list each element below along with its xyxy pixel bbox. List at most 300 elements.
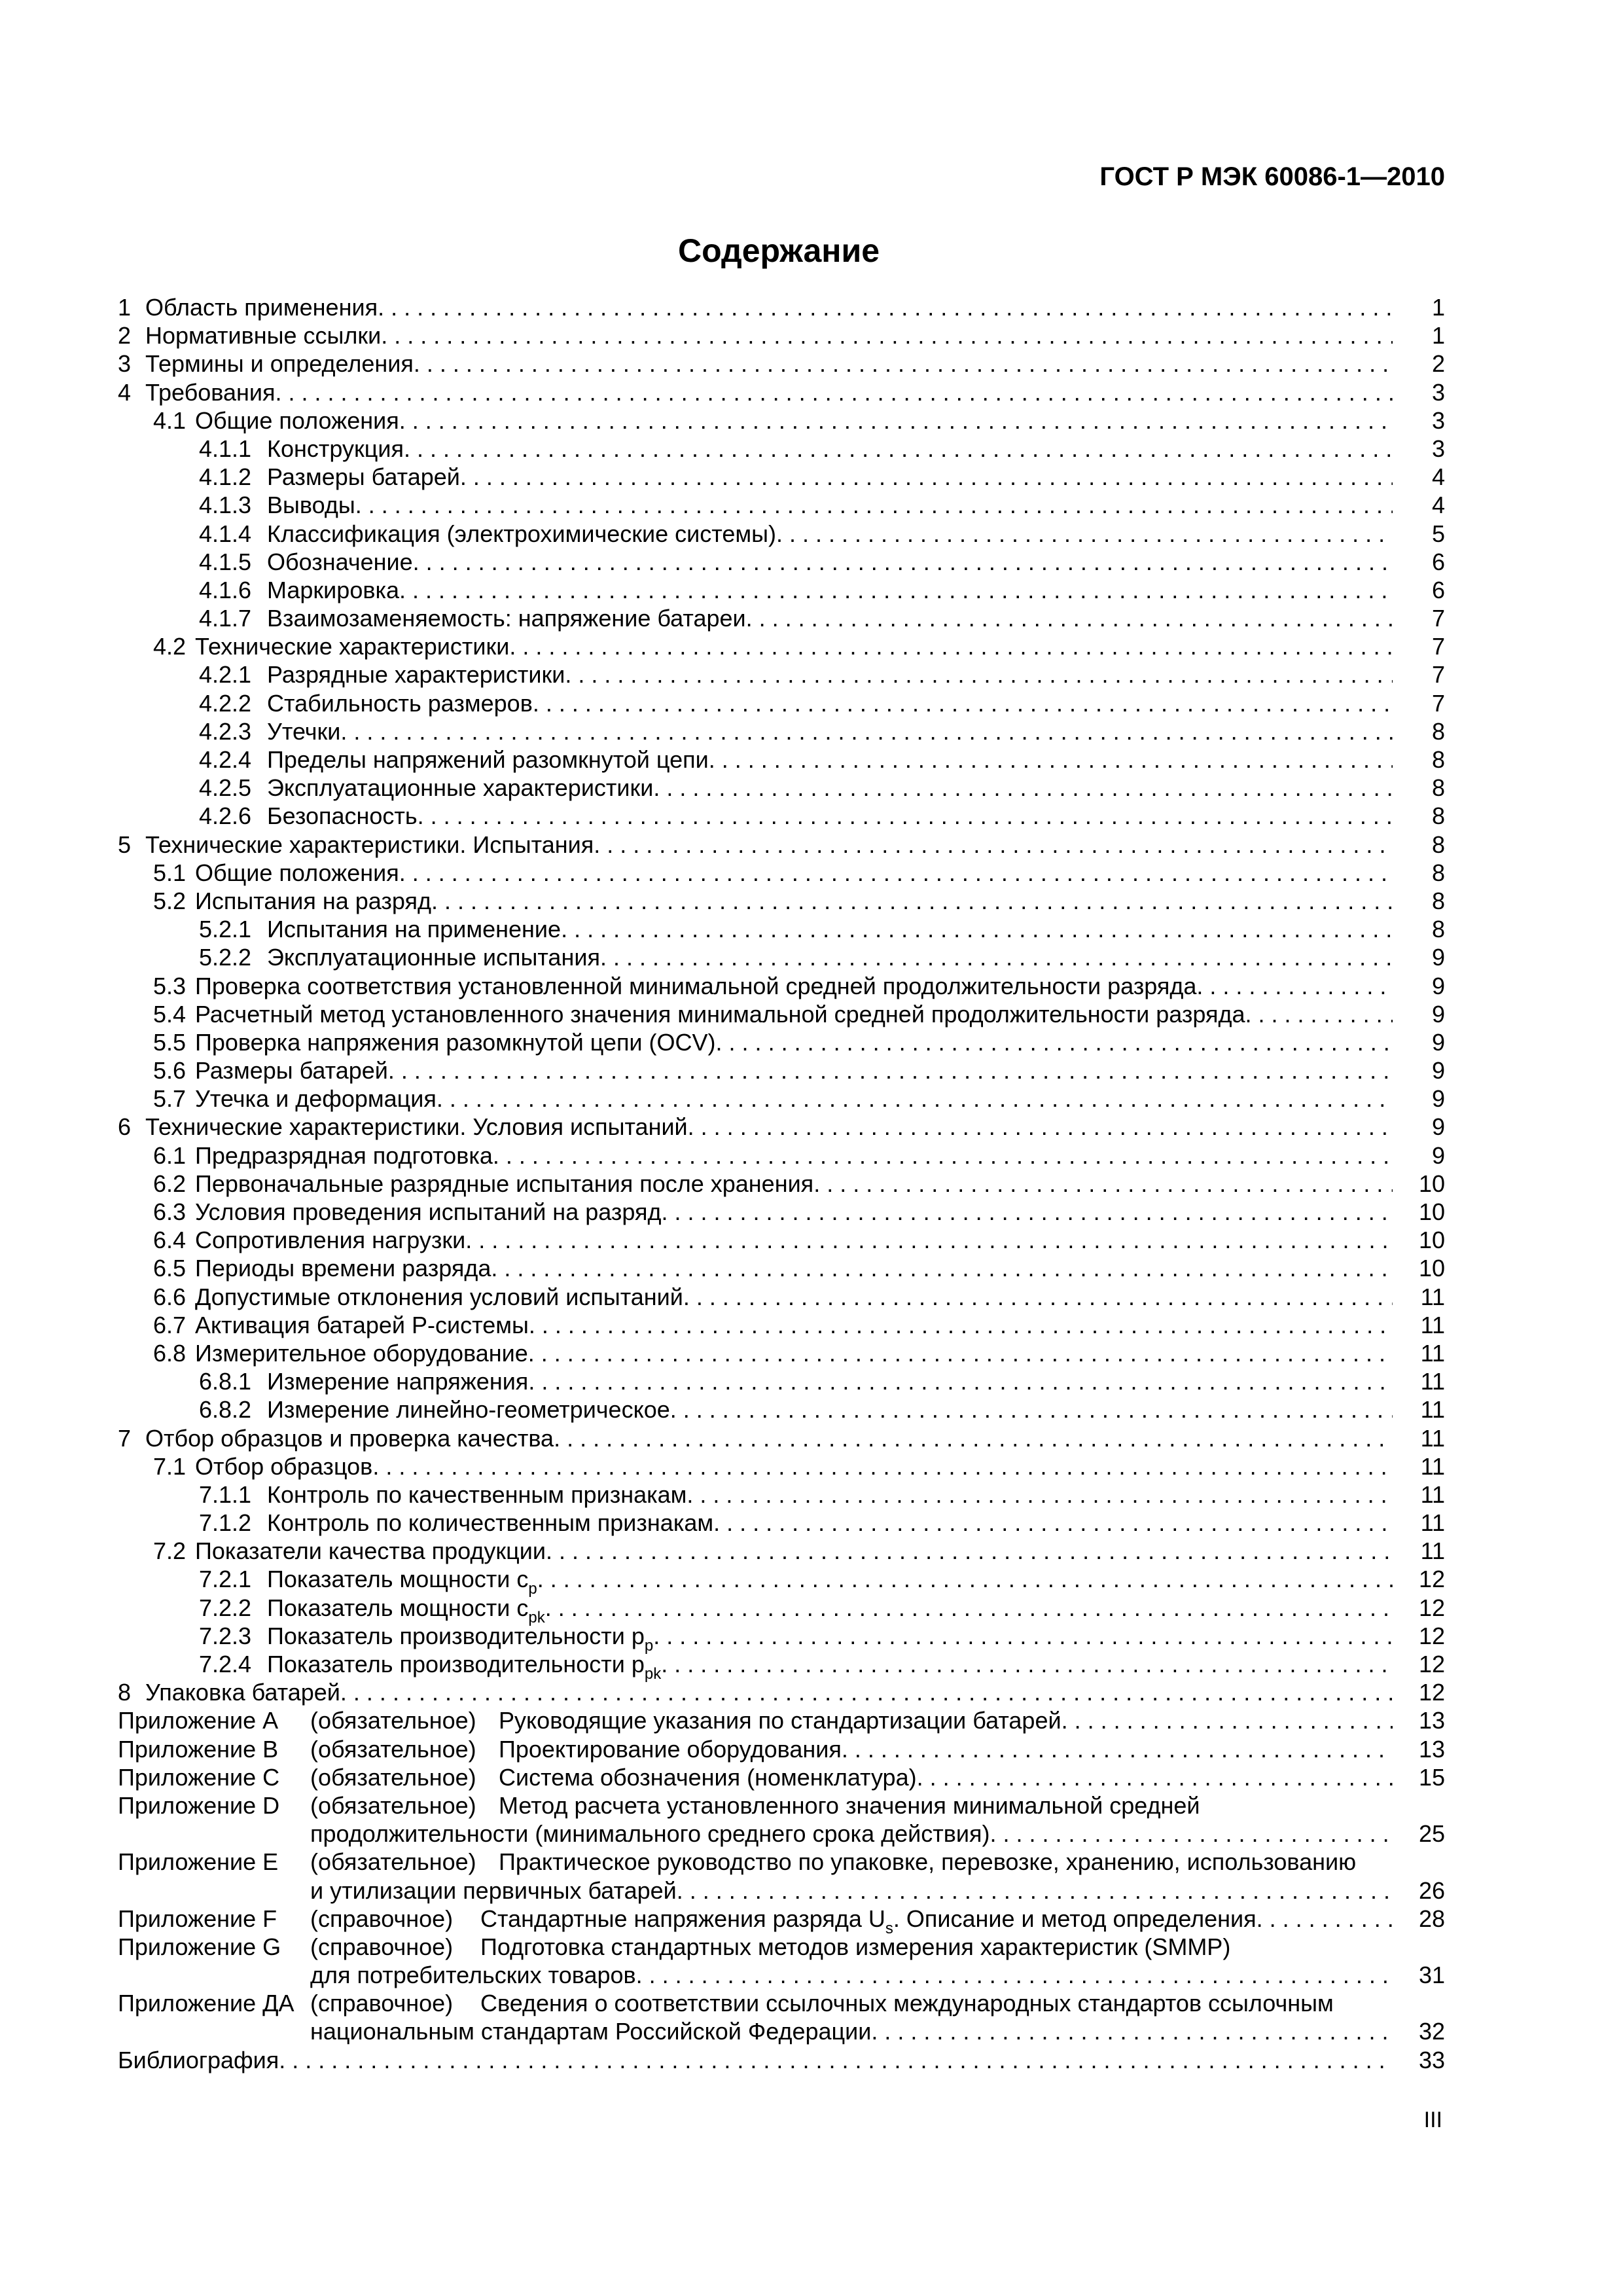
toc-entry-title-with-leader [267, 1594, 1393, 1625]
toc-entry-title-with-leader [267, 745, 1393, 774]
toc-entry[interactable] [118, 1170, 1445, 1198]
toc-entry-page: 12 [1418, 1622, 1445, 1649]
toc-entry-subscript: p [644, 1636, 654, 1655]
toc-entry[interactable] [118, 887, 1445, 915]
toc-entry-page: 1 [1431, 294, 1445, 321]
toc-entry[interactable] [118, 406, 1445, 435]
toc-entry-number: 6.8.2 [199, 1396, 252, 1424]
annex-status: (справочное) [310, 1933, 454, 1960]
dot-leader [842, 1735, 1393, 1763]
toc-entry-title [267, 491, 355, 519]
toc-entry-page: 1 [1431, 322, 1445, 350]
dot-leader [661, 1650, 1393, 1681]
dot-leader [355, 491, 1393, 519]
toc-entry-page: 8 [1431, 802, 1445, 830]
toc-entry[interactable] [118, 1537, 1445, 1565]
toc-entry-title-text: Расчетный метод установленного значения минимальной средней продолжительности разряда [195, 1000, 1245, 1028]
toc-entry-number: 6.7 [153, 1311, 187, 1338]
toc-entry-title-with-leader [267, 463, 1393, 491]
dot-leader [533, 689, 1393, 717]
toc-entry-title-text: Периоды времени разряда [195, 1255, 491, 1282]
toc-entry-title-text: Утечка и деформация [195, 1085, 437, 1113]
annex-page: 15 [1418, 1763, 1445, 1791]
toc-entry-title-with-leader [195, 1141, 1393, 1170]
toc-entry-title [145, 321, 381, 350]
toc-entry[interactable] [118, 943, 1445, 971]
dot-leader [493, 1141, 1393, 1170]
toc-entry-page: 10 [1418, 1227, 1445, 1254]
toc-entry-page: 8 [1431, 717, 1445, 745]
toc-entry-number: 7.2.1 [199, 1566, 252, 1593]
toc-entry-title-with-leader [195, 1198, 1393, 1226]
toc-entry-page: 9 [1431, 1085, 1445, 1113]
toc-entry-title-text: Нормативные ссылки [145, 322, 382, 350]
dot-leader [746, 604, 1393, 632]
dot-leader [404, 435, 1393, 463]
toc-entry-title-with-leader [195, 1537, 1393, 1565]
toc-entry[interactable] [118, 520, 1445, 548]
dot-leader [709, 745, 1393, 774]
annex-line [118, 1989, 1445, 2017]
bibliography-title-with-leader [118, 2046, 1393, 2074]
toc-entry-page: 12 [1418, 1566, 1445, 1593]
toc-entry-page: 9 [1431, 1113, 1445, 1141]
toc-entry-number: 4.2.1 [199, 661, 252, 689]
toc-entry-page: 11 [1420, 1424, 1445, 1452]
dot-leader [509, 632, 1393, 660]
toc-entry-title-with-leader [267, 802, 1393, 830]
annex-title: Проектирование оборудования [499, 1735, 842, 1763]
toc-entry-subscript: p [528, 1580, 537, 1598]
toc-entry-number: 3 [118, 350, 132, 378]
toc-entry-number: 4.1 [153, 406, 187, 434]
toc-entry-title-with-leader [267, 660, 1393, 689]
toc-entry[interactable] [118, 548, 1445, 576]
toc-entry-number: 4.1.5 [199, 548, 252, 575]
toc-entry-title-with-leader [145, 1678, 1393, 1706]
toc-entry-number: 6.3 [153, 1198, 187, 1225]
toc-entry[interactable] [118, 1198, 1445, 1226]
annex-title-with-leader [499, 1763, 1393, 1791]
annex-name: Приложение В [118, 1735, 279, 1763]
toc-entry-title-with-leader [267, 1480, 1393, 1509]
toc-entry[interactable] [118, 831, 1445, 859]
toc-entry-page: 8 [1431, 859, 1445, 886]
toc-entry-title-with-leader [195, 1311, 1393, 1339]
toc-entry[interactable] [118, 1000, 1445, 1028]
toc-entry-number: 7.1.2 [199, 1509, 252, 1537]
document-code: ГОСТ Р МЭК 60086-1—2010 [1099, 162, 1445, 191]
toc-entry[interactable] [118, 632, 1445, 660]
toc-entry-number: 5.7 [153, 1085, 187, 1113]
dot-leader [1245, 1000, 1393, 1028]
table-of-contents [118, 293, 1445, 2074]
toc-entry-title-with-leader [267, 1650, 1393, 1681]
toc-entry-number: 7.2.2 [199, 1594, 252, 1621]
toc-entry-number: 5.4 [153, 1000, 187, 1028]
annex-line [118, 1763, 1445, 1791]
toc-entry[interactable] [118, 1480, 1445, 1509]
toc-entry-number: 5 [118, 831, 132, 858]
annex-line [118, 1706, 1445, 1734]
toc-entry-title-text: Разрядные характеристики [267, 661, 565, 689]
annex-title-subscript: s [885, 1919, 893, 1937]
toc-entry-number: 4.1.4 [199, 520, 252, 547]
annex-title-with-leader [499, 1735, 1393, 1763]
toc-entry[interactable] [118, 1085, 1445, 1113]
toc-entry[interactable] [118, 1424, 1445, 1452]
toc-entry-title [267, 717, 340, 745]
toc-entry-page: 9 [1431, 1028, 1445, 1056]
toc-entry-page: 4 [1431, 492, 1445, 519]
dot-leader [561, 915, 1393, 943]
dot-leader [372, 1452, 1393, 1480]
dot-leader [537, 1565, 1393, 1596]
annex-line [118, 1791, 1445, 1820]
toc-entry-number: 7.2 [153, 1537, 187, 1565]
toc-entry-page: 10 [1418, 1198, 1445, 1225]
toc-entry-title-text: Термины и определения [145, 350, 414, 378]
toc-entry-title-text: Общие положения [195, 859, 399, 886]
toc-entry-title-text: Эксплуатационные испытания [267, 944, 600, 971]
toc-entry-title [267, 1395, 670, 1424]
toc-entry-title [267, 689, 533, 717]
toc-entry-title [145, 350, 414, 378]
toc-entry-title-text: Отбор образцов [195, 1452, 373, 1480]
toc-entry-number: 5.1 [153, 859, 187, 886]
dot-leader [546, 1537, 1393, 1565]
toc-entry-page: 11 [1420, 1537, 1445, 1565]
annex-name: Приложение Е [118, 1848, 279, 1876]
dot-leader [528, 1339, 1393, 1367]
dot-leader [554, 1424, 1393, 1452]
annex-entry[interactable] [118, 1933, 1445, 1989]
toc-entry[interactable] [118, 1678, 1445, 1706]
toc-entry[interactable] [118, 1452, 1445, 1480]
toc-entry-title [195, 1226, 465, 1254]
toc-entry[interactable] [118, 350, 1445, 378]
annex-line [118, 1735, 1445, 1763]
toc-entry-subscript: pk [528, 1608, 545, 1626]
toc-entry-title-text: Общие положения [195, 406, 399, 434]
toc-entry-title-text: Измерение напряжения [267, 1368, 529, 1395]
toc-entry-title [267, 745, 709, 774]
toc-entry-page: 3 [1431, 406, 1445, 434]
toc-entry-title-with-leader [267, 520, 1393, 548]
toc-entry-title-with-leader [267, 1367, 1393, 1395]
toc-entry-title [267, 548, 413, 576]
toc-entry-title-text: Область применения [145, 294, 378, 321]
toc-entry-title-with-leader [195, 1254, 1393, 1282]
bibliography-entry[interactable] [118, 2046, 1445, 2074]
toc-entry-title-with-leader [145, 378, 1393, 406]
toc-entry-title-text: Активация батарей Р-системы [195, 1311, 529, 1338]
toc-entry-page: 11 [1420, 1480, 1445, 1508]
annex-line [118, 1848, 1445, 1876]
toc-entry-title [267, 604, 746, 632]
toc-entry[interactable] [118, 1594, 1445, 1626]
toc-entry-page: 8 [1431, 746, 1445, 773]
toc-entry-page: 12 [1418, 1679, 1445, 1706]
toc-entry-title-text: Маркировка [267, 576, 400, 603]
toc-entry-number: 5.2.1 [199, 916, 252, 943]
toc-entry-title [267, 1594, 545, 1625]
toc-entry-title [267, 463, 460, 491]
toc-entry-title-text: Предразрядная подготовка [195, 1141, 493, 1169]
toc-entry-title-text: Технические характеристики [195, 633, 510, 660]
toc-entry-subscript: pk [644, 1665, 662, 1683]
toc-entry-title-with-leader [145, 1113, 1393, 1141]
toc-entry-title-with-leader [267, 491, 1393, 519]
annex-page: 28 [1418, 1905, 1445, 1932]
dot-leader [399, 576, 1393, 604]
toc-entry-title-with-leader [267, 717, 1393, 745]
toc-entry-title [195, 1537, 546, 1565]
dot-leader [653, 774, 1393, 802]
toc-entry-page: 7 [1431, 661, 1445, 689]
annex-name: Приложение G [118, 1933, 281, 1960]
toc-entry-title [195, 1170, 813, 1198]
toc-entry-title-with-leader [145, 350, 1393, 378]
dot-leader [465, 1226, 1393, 1254]
toc-entry[interactable] [118, 378, 1445, 406]
toc-entry-page: 9 [1431, 944, 1445, 971]
toc-entry-title-with-leader [195, 1170, 1393, 1198]
annex-title: Система обозначения (номенклатура) [499, 1763, 917, 1791]
toc-entry[interactable] [118, 660, 1445, 689]
toc-entry[interactable] [118, 1565, 1445, 1598]
annex-entry[interactable] [118, 1791, 1445, 1848]
annex-title-continued: для потребительских товаров [310, 1962, 636, 1989]
dot-leader [414, 350, 1393, 378]
bibliography-page: 33 [1418, 2046, 1445, 2073]
toc-entry-title-text: Пределы напряжений разомкнутой цепи [267, 746, 709, 773]
toc-entry-title [267, 1650, 661, 1681]
toc-entry[interactable] [118, 491, 1445, 519]
toc-entry-title [145, 378, 275, 406]
annex-title: Сведения о соответствии ссылочных международных стандартов ссылочным [480, 1990, 1334, 2017]
toc-entry-page: 11 [1420, 1452, 1445, 1480]
toc-entry-title [195, 1085, 437, 1113]
dot-leader [340, 717, 1393, 745]
toc-entry-title [267, 802, 418, 830]
dot-leader [917, 1763, 1393, 1791]
page-title: Содержание [677, 232, 880, 269]
toc-entry-title [145, 1424, 554, 1452]
toc-entry[interactable] [118, 1650, 1445, 1683]
toc-entry-number: 4.1.7 [199, 605, 252, 632]
toc-entry-title-with-leader [145, 831, 1393, 859]
toc-entry-number: 6.8.1 [199, 1368, 252, 1395]
toc-entry-title [195, 1254, 491, 1282]
dot-leader [677, 1876, 1393, 1905]
toc-entry-title [195, 1198, 661, 1226]
dot-leader [388, 1056, 1393, 1085]
toc-entry-page: 11 [1420, 1509, 1445, 1537]
toc-entry-page: 9 [1431, 1000, 1445, 1028]
toc-entry[interactable] [118, 717, 1445, 745]
toc-entry[interactable] [118, 1113, 1445, 1141]
toc-entry-title-text: Безопасность [267, 802, 418, 830]
toc-entry-title-text: Конструкция [267, 435, 404, 462]
toc-entry-page: 7 [1431, 605, 1445, 632]
toc-entry-title-text: Технические характеристики. Испытания [145, 831, 594, 858]
annex-title-with-leader [310, 1876, 1393, 1905]
dot-leader [413, 548, 1393, 576]
annex-entry[interactable] [118, 1706, 1445, 1734]
toc-entry-title-with-leader [145, 1424, 1393, 1452]
toc-entry-title-text: Показатель мощности c [267, 1594, 529, 1621]
toc-entry-number: 7 [118, 1424, 132, 1452]
toc-entry-page: 9 [1431, 1057, 1445, 1085]
toc-entry-title-with-leader [267, 1622, 1393, 1653]
toc-entry[interactable] [118, 802, 1445, 830]
toc-entry-title-with-leader [267, 548, 1393, 576]
toc-entry[interactable] [118, 774, 1445, 802]
toc-entry-number: 8 [118, 1679, 132, 1706]
toc-entry-number: 6.2 [153, 1170, 187, 1197]
annex-page: 25 [1418, 1820, 1445, 1848]
annex-entry[interactable] [118, 1735, 1445, 1763]
toc-entry[interactable] [118, 321, 1445, 350]
toc-entry-title [195, 1056, 388, 1085]
annex-title-with-leader [310, 1961, 1393, 1989]
dot-leader [491, 1254, 1393, 1282]
toc-entry[interactable] [118, 1283, 1445, 1311]
toc-entry-title-text: Показатель мощности c [267, 1566, 529, 1593]
toc-entry[interactable] [118, 972, 1445, 1000]
toc-entry-page: 6 [1431, 576, 1445, 603]
toc-entry-title-with-leader [195, 1028, 1393, 1056]
dot-leader [813, 1170, 1393, 1198]
toc-entry[interactable] [118, 1395, 1445, 1424]
toc-entry[interactable] [118, 576, 1445, 604]
toc-entry[interactable] [118, 1311, 1445, 1339]
toc-entry-title-text: Эксплуатационные характеристики [267, 774, 654, 802]
toc-entry-title [267, 943, 600, 971]
toc-entry-title [195, 859, 399, 887]
toc-entry-title-with-leader [195, 972, 1393, 1000]
toc-entry-title [195, 406, 399, 435]
annex-status: (обязательное) [310, 1791, 476, 1819]
toc-entry-page: 2 [1431, 350, 1445, 378]
toc-entry-page: 9 [1431, 1141, 1445, 1169]
toc-entry[interactable] [118, 1028, 1445, 1056]
annex-page: 32 [1418, 2018, 1445, 2045]
toc-entry-title-with-leader [267, 576, 1393, 604]
toc-entry[interactable] [118, 915, 1445, 943]
annex-line [118, 1905, 1445, 1937]
dot-leader [1257, 1905, 1393, 1936]
toc-entry-title [145, 831, 594, 859]
dot-leader [399, 859, 1393, 887]
toc-entry-title-with-leader [267, 435, 1393, 463]
toc-entry[interactable] [118, 689, 1445, 717]
dot-leader [653, 1622, 1393, 1653]
toc-entry-title [195, 1339, 528, 1367]
toc-entry[interactable] [118, 1141, 1445, 1170]
toc-entry-number: 6.6 [153, 1283, 187, 1310]
toc-entry-number: 1 [118, 294, 132, 321]
toc-entry-title-text: Сопротивления нагрузки [195, 1227, 466, 1254]
toc-entry-title-with-leader [267, 1509, 1393, 1537]
toc-entry-title [267, 520, 776, 548]
toc-entry[interactable] [118, 293, 1445, 321]
toc-entry-number: 6.8 [153, 1339, 187, 1367]
toc-entry[interactable] [118, 1339, 1445, 1367]
annex-title-continued: национальным стандартам Российской Федерации [310, 2018, 872, 2045]
toc-entry[interactable] [118, 1254, 1445, 1282]
toc-entry-title [195, 887, 431, 915]
toc-entry-title [267, 915, 561, 943]
annex-title: Подготовка стандартных методов измерения характеристик (SMMP) [480, 1933, 1231, 1960]
toc-entry[interactable] [118, 1622, 1445, 1655]
dot-leader [661, 1198, 1393, 1226]
toc-entry[interactable] [118, 859, 1445, 887]
toc-entry-title [267, 435, 404, 463]
dot-leader [683, 1283, 1393, 1311]
toc-entry-number: 4.2.4 [199, 746, 252, 773]
toc-entry[interactable] [118, 745, 1445, 774]
toc-entry-number: 5.6 [153, 1057, 187, 1085]
annex-title-text: . Описание и метод определения [893, 1905, 1257, 1932]
annex-status: (обязательное) [310, 1735, 476, 1763]
toc-entry-page: 7 [1431, 689, 1445, 717]
annex-line [118, 1933, 1445, 1961]
toc-entry-title-with-leader [195, 1056, 1393, 1085]
toc-entry[interactable] [118, 1056, 1445, 1085]
toc-entry-number: 6.4 [153, 1227, 187, 1254]
dot-leader [713, 1509, 1393, 1537]
annex-status: (обязательное) [310, 1848, 476, 1876]
toc-entry-title-with-leader [267, 689, 1393, 717]
dot-leader [1061, 1706, 1393, 1734]
toc-entry-number: 4 [118, 378, 132, 406]
dot-leader [545, 1594, 1393, 1625]
annex-line [118, 1876, 1445, 1905]
toc-entry[interactable] [118, 463, 1445, 491]
toc-entry-title-text: Показатель производительности p [267, 1622, 645, 1649]
toc-entry-number: 4.2.5 [199, 774, 252, 802]
dot-leader [594, 831, 1393, 859]
toc-entry[interactable] [118, 604, 1445, 632]
toc-entry-title-with-leader [195, 1452, 1393, 1480]
toc-entry-title [195, 1311, 529, 1339]
annex-name: Приложение D [118, 1791, 280, 1819]
dot-leader [565, 660, 1393, 689]
toc-entry[interactable] [118, 1509, 1445, 1537]
toc-entry-page: 3 [1431, 435, 1445, 462]
annex-line [118, 2017, 1445, 2045]
toc-entry[interactable] [118, 435, 1445, 463]
toc-entry-page: 8 [1431, 831, 1445, 858]
toc-entry-title [195, 1141, 493, 1170]
annex-entry[interactable] [118, 1763, 1445, 1791]
toc-entry-title-with-leader [145, 321, 1393, 350]
annex-entry[interactable] [118, 1848, 1445, 1904]
toc-entry-title [267, 1509, 713, 1537]
toc-entry-page: 11 [1420, 1339, 1445, 1367]
toc-entry-title-text: Стабильность размеров [267, 689, 533, 717]
toc-entry[interactable] [118, 1226, 1445, 1254]
toc-entry-number: 7.2.4 [199, 1651, 252, 1677]
annex-entry[interactable] [118, 1989, 1445, 2045]
dot-leader [279, 2046, 1393, 2074]
toc-entry-title [195, 1283, 683, 1311]
annex-title-with-leader [310, 2017, 1393, 2045]
toc-entry[interactable] [118, 1367, 1445, 1395]
annex-entry[interactable] [118, 1905, 1445, 1937]
